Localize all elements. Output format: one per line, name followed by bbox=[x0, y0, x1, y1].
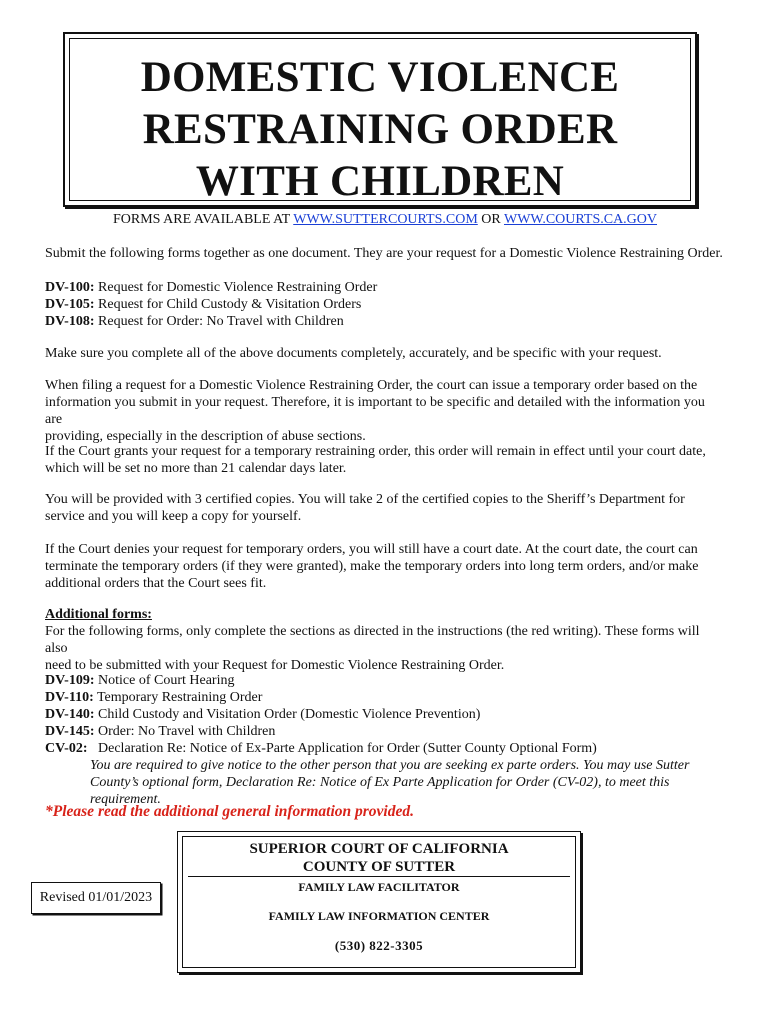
form-item-cv02 bbox=[45, 740, 725, 757]
complete-paragraph: Make sure you complete all of the above documents completely, accurately, and be specific with your request. bbox=[45, 346, 662, 361]
filing-line: providing, especially in the description of abuse sections. bbox=[45, 429, 366, 444]
court-heading bbox=[178, 840, 580, 876]
additional-forms-list bbox=[45, 672, 725, 808]
form-desc: Request for Child Custody & Visitation Orders bbox=[94, 297, 362, 312]
copies-line: service and you will keep a copy for yourself. bbox=[45, 509, 302, 524]
grants-line: which will be set no more than 21 calendar days later. bbox=[45, 461, 347, 476]
form-desc: Request for Order: No Travel with Children bbox=[94, 314, 344, 329]
filing-line: When filing a request for a Domestic Violence Restraining Order, the court can issue a temporary order based on the bbox=[45, 378, 698, 393]
form-code: CV-02: bbox=[45, 741, 88, 756]
additional-info-note: *Please read the additional general information provided. bbox=[45, 803, 414, 820]
page-title bbox=[65, 52, 695, 208]
required-forms-list bbox=[45, 279, 725, 330]
form-desc: Child Custody and Visitation Order (Domestic Violence Prevention) bbox=[94, 707, 481, 722]
additional-text-line: For the following forms, only complete the sections as directed in the instructions (the red writing). These forms will also bbox=[45, 624, 700, 656]
cv02-note-line: requirement. bbox=[90, 792, 161, 807]
revised-date-box: Revised 01/01/2023 bbox=[31, 882, 161, 914]
intro-paragraph: Submit the following forms together as one document. They are your request for a Domestic Violence Restraining Order. bbox=[45, 246, 723, 261]
courts-ca-gov-link[interactable]: WWW.COURTS.CA.GOV bbox=[503, 212, 658, 227]
form-code: DV-110: bbox=[45, 690, 94, 705]
form-desc: Notice of Court Hearing bbox=[94, 673, 235, 688]
title-box bbox=[63, 32, 697, 207]
grants-paragraph bbox=[45, 443, 725, 477]
denies-line: additional orders that the Court sees fit. bbox=[45, 576, 267, 591]
title-line-2: RESTRAINING ORDER bbox=[142, 106, 618, 153]
form-item-dv110 bbox=[45, 689, 725, 706]
copies-paragraph bbox=[45, 491, 725, 525]
form-code: DV-108: bbox=[45, 314, 95, 329]
filing-paragraph bbox=[45, 377, 725, 445]
form-desc: Temporary Restraining Order bbox=[93, 690, 263, 705]
county-name: COUNTY OF SUTTER bbox=[302, 859, 456, 875]
additional-text-line: need to be submitted with your Request for Domestic Violence Restraining Order. bbox=[45, 658, 505, 673]
title-line-1: DOMESTIC VIOLENCE bbox=[140, 54, 620, 101]
form-code: DV-109: bbox=[45, 673, 95, 688]
court-divider bbox=[188, 876, 570, 877]
court-info-box bbox=[177, 831, 581, 973]
court-phone: (530) 822-3305 bbox=[334, 938, 424, 953]
cv02-note-line: County’s optional form, Declaration Re: Notice of Ex Parte Application for Order (CV-02), to meet this bbox=[90, 775, 670, 790]
form-item-dv108 bbox=[45, 313, 725, 330]
form-code: DV-145: bbox=[45, 724, 95, 739]
info-center-label: FAMILY LAW INFORMATION CENTER bbox=[268, 909, 490, 923]
grants-line: If the Court grants your request for a temporary restraining order, this order will remain in effect until your court date, bbox=[45, 444, 706, 459]
form-desc: Request for Domestic Violence Restraining Order bbox=[94, 280, 378, 295]
title-line-3: WITH CHILDREN bbox=[195, 158, 565, 205]
form-code: DV-105: bbox=[45, 297, 95, 312]
facilitator-label: FAMILY LAW FACILITATOR bbox=[298, 880, 460, 894]
form-item-dv105 bbox=[45, 296, 725, 313]
denies-line: If the Court denies your request for temporary orders, you will still have a court date. At the court date, the court can bbox=[45, 542, 698, 557]
forms-availability bbox=[0, 212, 770, 228]
denies-line: terminate the temporary orders (if they were granted), make the temporary orders into long term orders, and/or make bbox=[45, 559, 699, 574]
form-code: DV-100: bbox=[45, 280, 95, 295]
form-code: DV-140: bbox=[45, 707, 95, 722]
availability-prefix: FORMS ARE AVAILABLE AT bbox=[112, 212, 294, 227]
form-item-dv109 bbox=[45, 672, 725, 689]
form-desc: Declaration Re: Notice of Ex-Parte Application for Order (Sutter County Optional Form) bbox=[87, 741, 597, 756]
court-name: SUPERIOR COURT OF CALIFORNIA bbox=[249, 841, 509, 857]
denies-paragraph bbox=[45, 541, 725, 592]
additional-forms-heading: Additional forms: bbox=[45, 607, 152, 622]
cv02-note-line: You are required to give notice to the other person that you are seeking ex parte orders. You may use Sutter bbox=[90, 758, 690, 773]
form-item-dv140 bbox=[45, 706, 725, 723]
availability-or: OR bbox=[477, 212, 504, 227]
form-item-dv100 bbox=[45, 279, 725, 296]
copies-line: You will be provided with 3 certified copies. You will take 2 of the certified copies to the Sheriff’s Department for bbox=[45, 492, 685, 507]
suttercourts-link[interactable]: WWW.SUTTERCOURTS.COM bbox=[293, 212, 478, 227]
filing-line: information you submit in your request. Therefore, it is important to be specific and detailed with the information you are bbox=[45, 395, 705, 427]
additional-forms-section bbox=[45, 606, 725, 674]
form-desc: Order: No Travel with Children bbox=[94, 724, 276, 739]
form-item-dv145 bbox=[45, 723, 725, 740]
